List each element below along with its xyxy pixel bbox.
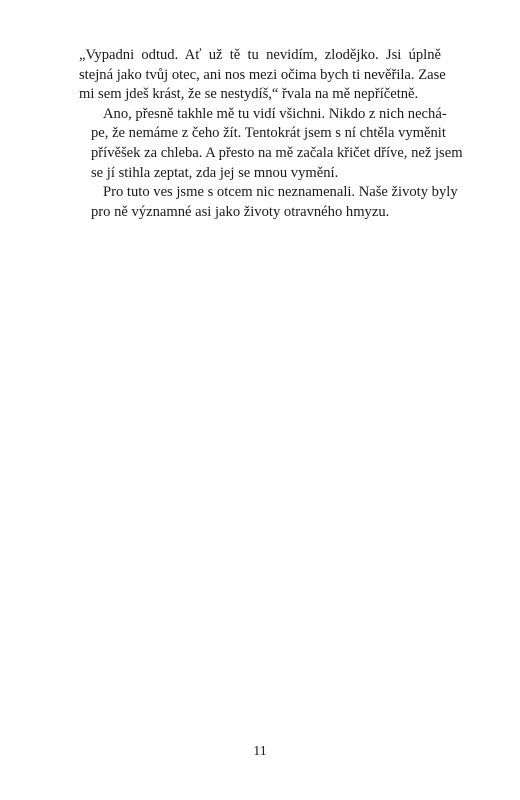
text-line: Ano, přesně takhle mě tu vidí všichni. Nikdo z nich nechá- (103, 105, 447, 122)
paragraph-1 (79, 46, 446, 105)
text-line: se jí stihla zeptat, zda jej se mnou vymění. (91, 164, 339, 181)
page-number: 11 (253, 744, 267, 759)
text-line: pe, že nemáme z čeho žít. Tentokrát jsem s ní chtěla vyměnit (91, 125, 446, 142)
text-line: Pro tuto ves jsme s otcem nic neznamenali. Naše životy byly (103, 184, 458, 201)
text-line: pro ně významné asi jako životy otravného hmyzu. (91, 203, 390, 220)
text-line: stejná jako tvůj otec, ani nos mezi očima bych ti nevěřila. Zase (79, 66, 446, 83)
text-line: mi sem jdeš krást, že se nestydíš,“ řvala na mě nepříčetně. (79, 86, 419, 103)
paragraph-3 (79, 183, 458, 222)
text-line: přívěšek za chleba. A přesto na mě začala křičet dříve, než jsem (91, 144, 463, 161)
text-line: „Vypadni odtud. Ať už tě tu nevidím, zlodějko. Jsi úplně (79, 47, 441, 63)
body-text (79, 46, 463, 222)
paragraph-2 (79, 105, 463, 183)
